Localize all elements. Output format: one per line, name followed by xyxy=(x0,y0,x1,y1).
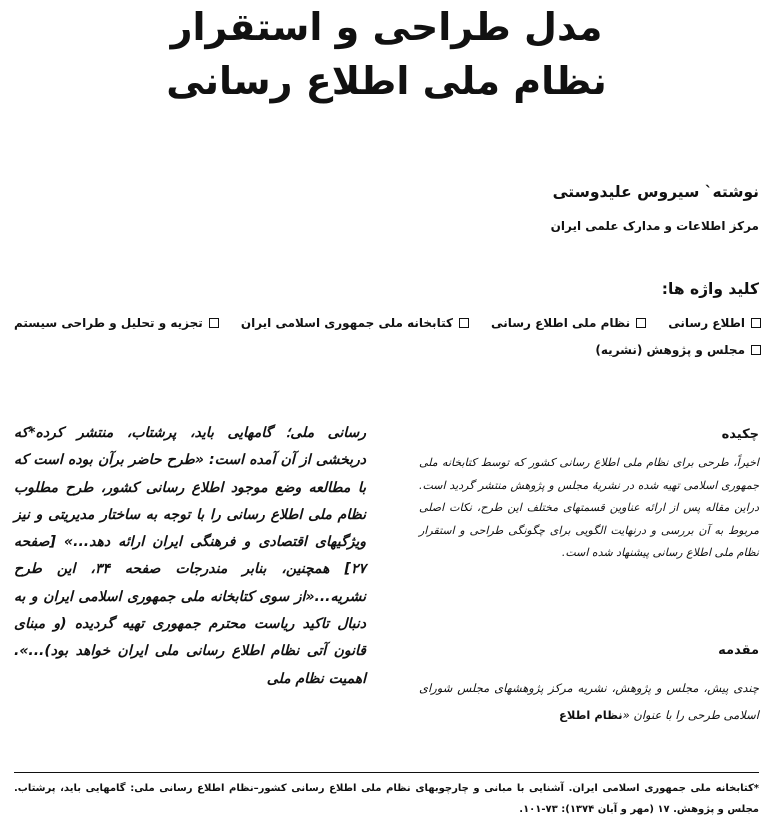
keywords-row xyxy=(14,316,761,330)
abstract-text: اخیراً، طرحی برای نظام ملی اطلاع رسانی کشور که توسط کتابخانه ملی جمهوری اسلامی تهیه شده در نشریهٔ مجلس و پژوهش منتشر گردید است. دراین مقاله پس از ارائه عناوین قسمتهای مختلف این طرح، نکات اصلی مربوط به آن بررسی و درنهایت الگویی برای چگونگی طراحی و استقرار نظام ملی اطلاع رسانی پیشنهاد شده است. xyxy=(419,456,759,559)
introduction-emphasis: نظام اطلاع xyxy=(558,708,623,722)
checkbox-icon xyxy=(751,345,761,355)
keyword-item xyxy=(595,343,761,357)
title-line-2: نظام ملی اطلاع رسانی xyxy=(166,59,607,103)
checkbox-icon xyxy=(751,318,761,328)
keyword-label: اطلاع رسانی xyxy=(668,316,745,330)
author-affiliation: مرکز اطلاعات و مدارک علمی ایران xyxy=(550,219,759,233)
checkbox-icon xyxy=(636,318,646,328)
keyword-label: مجلس و پژوهش (نشریه) xyxy=(595,343,745,357)
keyword-label: نظام ملی اطلاع رسانی xyxy=(491,316,631,330)
keyword-label: تجزیه و تحلیل و طراحی سیستم xyxy=(14,316,203,330)
keyword-item xyxy=(14,316,219,330)
keyword-item xyxy=(241,316,469,330)
keyword-item xyxy=(668,316,761,330)
author-name: نوشته` سیروس علیدوستی xyxy=(552,183,759,201)
introduction-text xyxy=(419,675,759,729)
keywords-row xyxy=(14,343,761,358)
keywords-heading: کلید واژه ها: xyxy=(661,280,759,298)
introduction-body: چندی پیش، مجلس و پژوهش، نشریه مرکز پژوهشهای مجلس شورای اسلامی طرحی را با عنوان « xyxy=(419,681,759,722)
introduction-heading: مقدمه xyxy=(718,643,759,658)
checkbox-icon xyxy=(459,318,469,328)
checkbox-icon xyxy=(209,318,219,328)
left-column-text: رسانی ملی؛ گامهایی باید، پرشتاب، منتشر کرده*که دربخشی از آن آمده است: «طرح حاضر برآن بوده است که با مطالعه وضع موجود اطلاع رسانی کشور، طرح مطلوب نظام ملی اطلاع رسانی را با توجه به ساختار مدیریتی و نیز ویژگیهای اقتصادی و فرهنگی ایران ارائه دهد...» [صفحه ۲۷] همچنین، بنابر مندرجات صفحه ۳۴، این طرح نشریه...«از سوی کتابخانه ملی جمهوری اسلامی ایران و به دنبال تاکید ریاست محترم جمهوری تهیه گردیده (و مبنای قانون آتی نظام اطلاع رسانی ملی ایران خواهد بود)...». اهمیت نظام ملی xyxy=(14,425,366,687)
keyword-label: کتابخانه ملی جمهوری اسلامی ایران xyxy=(240,316,453,330)
footnote-text: *کتابخانه ملی جمهوری اسلامی ایران. آشنایی با مبانی و چارچوبهای نظام ملی اطلاع رسانی کشور–نظام اطلاع رسانی ملی: گامهایی باید، پرشتاب. مجلس و پژوهش. ۱۷ (مهر و آبان ۱۳۷۴): ۷۳-۱۰۱. xyxy=(14,783,759,815)
keyword-item xyxy=(491,316,646,330)
footnote-divider xyxy=(14,772,759,773)
abstract-heading: چکیده xyxy=(721,427,759,442)
title-line-1: مدل طراحی و استقرار xyxy=(170,5,603,49)
